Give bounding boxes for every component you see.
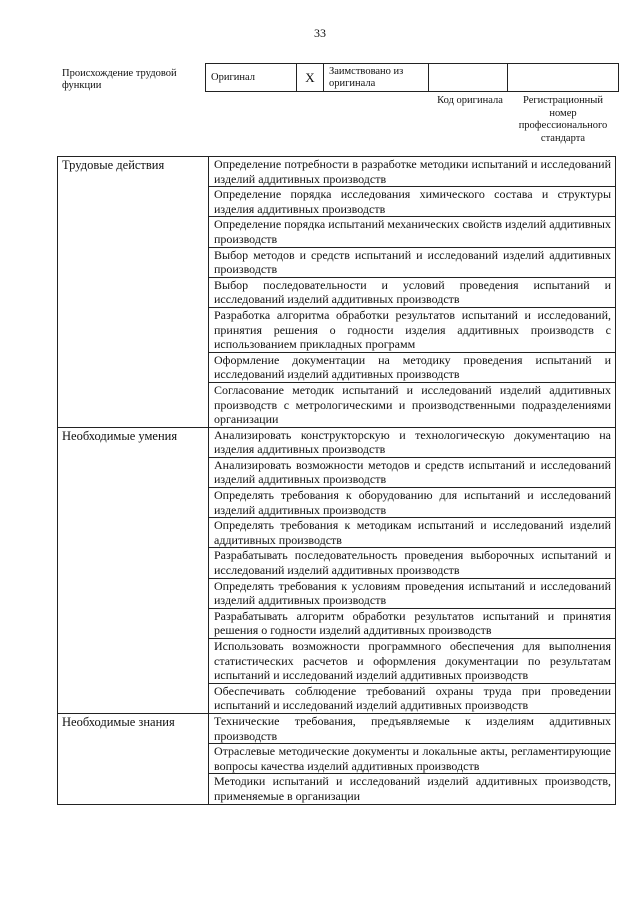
list-item: Разрабатывать алгоритм обработки результатов испытаний и принятия решения о годности изделий аддитивных производств: [209, 608, 616, 638]
original-mark: X: [297, 64, 324, 92]
list-item: Определять требования к оборудованию для испытаний и исследований изделий аддитивных производств: [209, 488, 616, 518]
section-title-required-skills: Необходимые умения: [58, 427, 209, 713]
list-item: Технические требования, предъявляемые к изделиям аддитивных производств: [209, 713, 616, 743]
list-item: Разрабатывать последовательность проведения выборочных испытаний и исследований изделий аддитивных производств: [209, 548, 616, 578]
function-details-table: [57, 156, 616, 805]
list-item: Определение порядка исследования химического состава и структуры изделия аддитивных производств: [209, 187, 616, 217]
list-item: Определение потребности в разработке методики испытаний и исследований изделий аддитивных производств: [209, 157, 616, 187]
original-code-cell: [429, 64, 508, 92]
list-item: Обеспечивать соблюдение требований охраны труда при проведении испытаний и исследований изделий аддитивных производств: [209, 683, 616, 713]
origin-table: [205, 63, 619, 92]
list-item: Отраслевые методические документы и локальные акты, регламентирующие вопросы качества изделий аддитивных производств: [209, 744, 616, 774]
section-title-labor-actions: Трудовые действия: [58, 157, 209, 428]
borrowed-cell: Заимствовано из оригинала: [324, 64, 429, 92]
table-row: [58, 427, 616, 457]
list-item: Выбор последовательности и условий проведения испытаний и исследований изделий аддитивных производств: [209, 277, 616, 307]
table-row: [58, 713, 616, 743]
page-number: 33: [314, 26, 326, 40]
list-item: Анализировать конструкторскую и технологическую документацию на изделия аддитивных производств: [209, 427, 616, 457]
list-item: Выбор методов и средств испытаний и исследований изделий аддитивных производств: [209, 247, 616, 277]
list-item: Согласование методик испытаний и исследований изделий аддитивных производств с метрологическими и производственными подразделениями организации: [209, 382, 616, 427]
list-item: Разработка алгоритма обработки результатов испытаний и исследований, принятия решения о годности изделия аддитивных производств с использованием прикладных программ: [209, 307, 616, 352]
list-item: Анализировать возможности методов и средств испытаний и исследований изделий аддитивных производств: [209, 457, 616, 487]
list-item: Оформление документации на методику проведения испытаний и исследований изделий аддитивных производств: [209, 352, 616, 382]
section-title-required-knowledge: Необходимые знания: [58, 713, 209, 804]
list-item: Определение порядка испытаний механических свойств изделий аддитивных производств: [209, 217, 616, 247]
list-item: Методики испытаний и исследований изделий аддитивных производств, применяемые в организации: [209, 774, 616, 804]
list-item: Определять требования к методикам испытаний и исследований изделий аддитивных производств: [209, 518, 616, 548]
list-item: Определять требования к условиям проведения испытаний и исследований изделий аддитивных производств: [209, 578, 616, 608]
original-code-caption: Код оригинала: [437, 95, 503, 106]
origin-label: Происхождение трудовой функции: [62, 68, 177, 91]
list-item: Использовать возможности программного обеспечения для выполнения статистических расчетов и оформления документации по результатам испытаний и исследований изделий аддитивных производств: [209, 639, 616, 684]
original-cell: Оригинал: [206, 64, 297, 92]
table-row: [58, 157, 616, 187]
registration-number-cell: [508, 64, 619, 92]
registration-number-caption: Регистрационный номер профессионального стандарта: [518, 95, 608, 144]
